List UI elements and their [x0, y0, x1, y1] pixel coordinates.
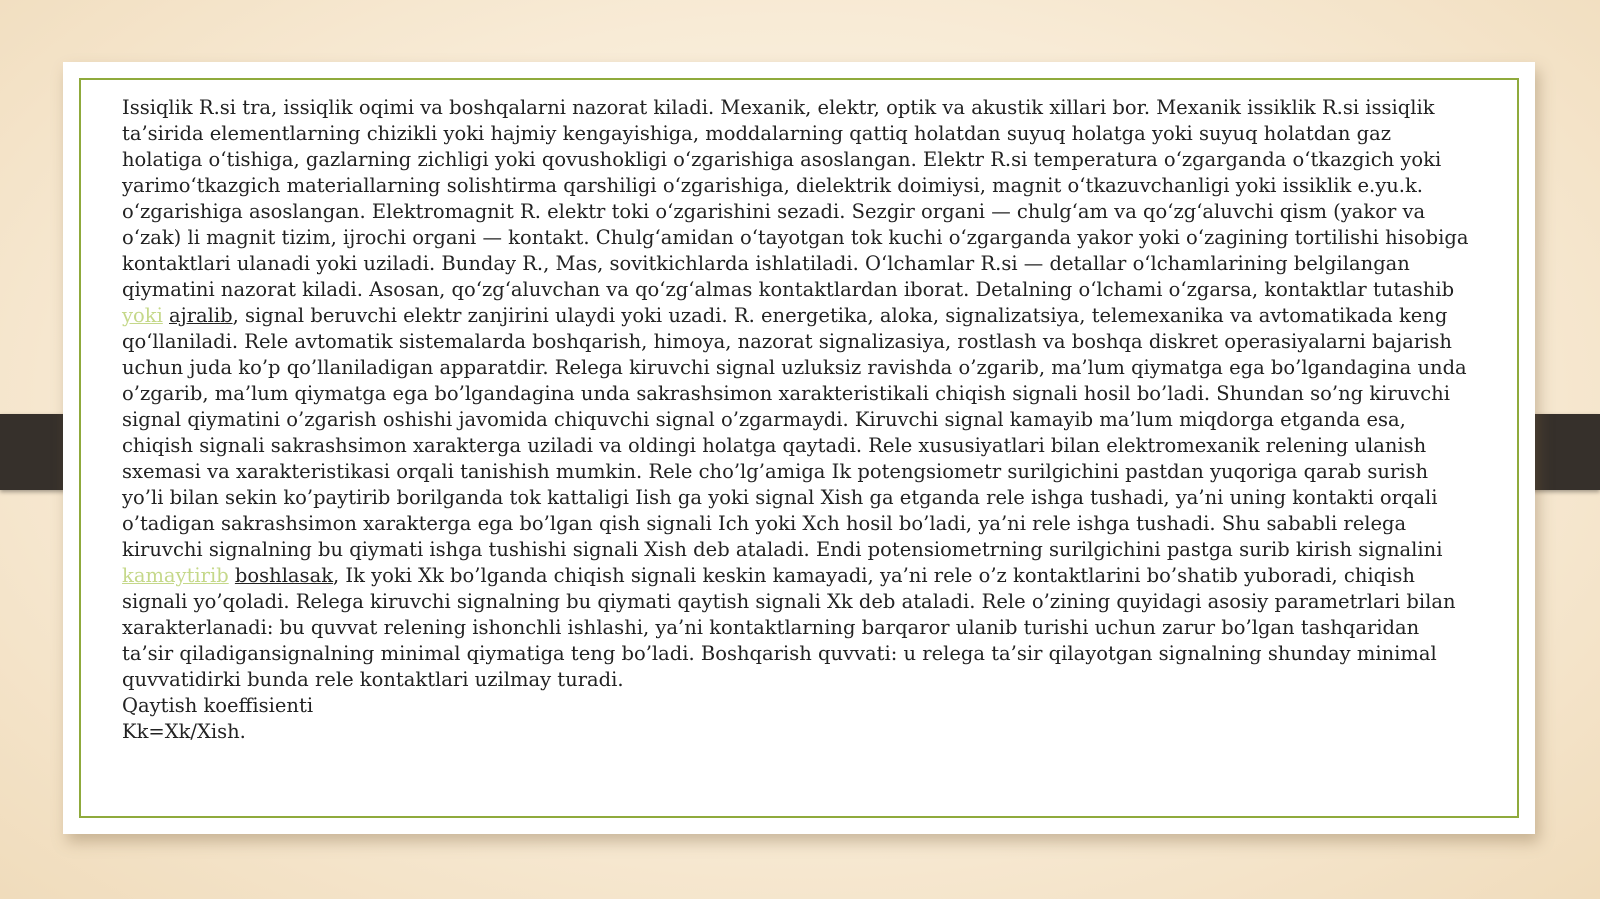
slide-card — [63, 62, 1535, 834]
line-return-coefficient: Qaytish koeffisienti — [122, 694, 314, 717]
link-ajralib[interactable]: ajralib — [169, 304, 233, 327]
slide-text-block — [122, 95, 1472, 745]
body-paragraph — [122, 95, 1472, 693]
link-kamaytirib[interactable]: kamaytirib — [122, 564, 229, 587]
link-yoki[interactable]: yoki — [122, 304, 163, 327]
body-text-part-2: , signal beruvchi elektr zanjirini ulaydi yoki uzadi. R. energetika, aloka, signalizatsiya, telemexanika va avtomatikada keng qoʻllaniladi. Rele avtomatik sistemalarda boshqarish, himoya, nazorat signalizasiya, rostlash va boshqa diskret operasiyalarni bajarish uchun juda ko’p qo’llaniladigan apparatdir. Relega kiruvchi signal uzluksiz ravishda o’zgarib, ma’lum qiymatga ega bo’lgandagina unda o’zgarib, ma’lum qiymatga ega bo’lgandagina unda sakrashsimon xarakteristikali chiqish signali hosil bo’ladi. Shundan so’ng kiruvchi signal qiymatini o’zgarish oshishi javomida chiquvchi signal o’zgarmaydi. Kiruvchi signal kamayib ma’lum miqdorga etganda esa, chiqish signali sakrashsimon xarakterga uziladi va oldingi holatga qaytadi. Rele xususiyatlari bilan elektromexanik relening ulanish sxemasi va xarakteristikasi orqali tanishish mumkin. Rele cho’lg’amiga Ik potengsiometr surilgichini pastdan yuqoriga qarab surish yo’li bilan sekin ko’paytirib borilganda tok kattaligi Iish ga yoki signal Xish ga etganda rele ishga tushadi, ya’ni uning kontakti orqali o’tadigan sakrashsimon xarakterga ega bo’lgan qish signali Ich yoki Xch hosil bo’ladi, ya’ni rele ishga tushadi. Shu sababli relega kiruvchi signalning bu qiymati ishga tushishi signali Xish deb ataladi. Endi potensiometrning surilgichini pastga surib kirish signalini — [122, 304, 1467, 561]
body-text-part-1: Issiqlik R.si tra, issiqlik oqimi va boshqalarni nazorat kiladi. Mexanik, elektr, optik va akustik xillari bor. Mexanik issiklik R.si issiqlik ta’sirida elementlarning chizikli yoki hajmiy kengayishiga, moddalarning qattiq holatdan suyuq holatga yoki suyuq holatdan gaz holatiga oʻtishiga, gazlarning zichligi yoki qovushokligi oʻzgarishiga asoslangan. Elektr R.si temperatura oʻzgarganda oʻtkazgich yoki yarimoʻtkazgich materiallarning solishtirma qarshiligi oʻzgarishiga, dielektrik doimiysi, magnit oʻtkazuvchanligi yoki issiklik e.yu.k. oʻzgarishiga asoslangan. Elektromagnit R. elektr toki oʻzgarishini sezadi. Sezgir organi — chulgʻam va qoʻzgʻaluvchi qism (yakor va oʻzak) li magnit tizim, ijrochi organi — kontakt. Chulgʻamidan oʻtayotgan tok kuchi oʻzgarganda yakor yoki oʻzagining tortilishi hisobiga kontaktlari ulanadi yoki uziladi. Bunday R., Mas, sovitkichlarda ishlatiladi. Oʻlchamlar R.si — detallar oʻlchamlarining belgilangan qiymatini nazorat kiladi. Asosan, qoʻzgʻaluvchan va qoʻzgʻalmas kontaktlardan iborat. Detalning oʻlchami oʻzgarsa, kontaktlar tutashib — [122, 96, 1469, 301]
body-text-part-3: , Ik yoki Xk bo’lganda chiqish signali keskin kamayadi, ya’ni rele o’z kontaktlarini bo’shatib yuboradi, chiqish signali yo’qoladi. Relega kiruvchi signalning bu qiymati qaytish signali Xk deb ataladi. Rele o’zining quyidagi asosiy parametrlari bilan xarakterlanadi: bu quvvat relening ishonchli ishlashi, ya’ni kontaktlarning barqaror ulanib turishi uchun zarur bo’lgan tashqaridan ta’sir qiladigansignalning minimal qiymatiga teng bo’ladi. Boshqarish quvvati: u relega ta’sir qilayotgan signalning shunday minimal quvvatidirki bunda rele kontaktlari uzilmay turadi. — [122, 564, 1456, 691]
link-boshlasak[interactable]: boshlasak — [234, 564, 334, 587]
line-formula: Kk=Xk/Xish. — [122, 720, 246, 743]
